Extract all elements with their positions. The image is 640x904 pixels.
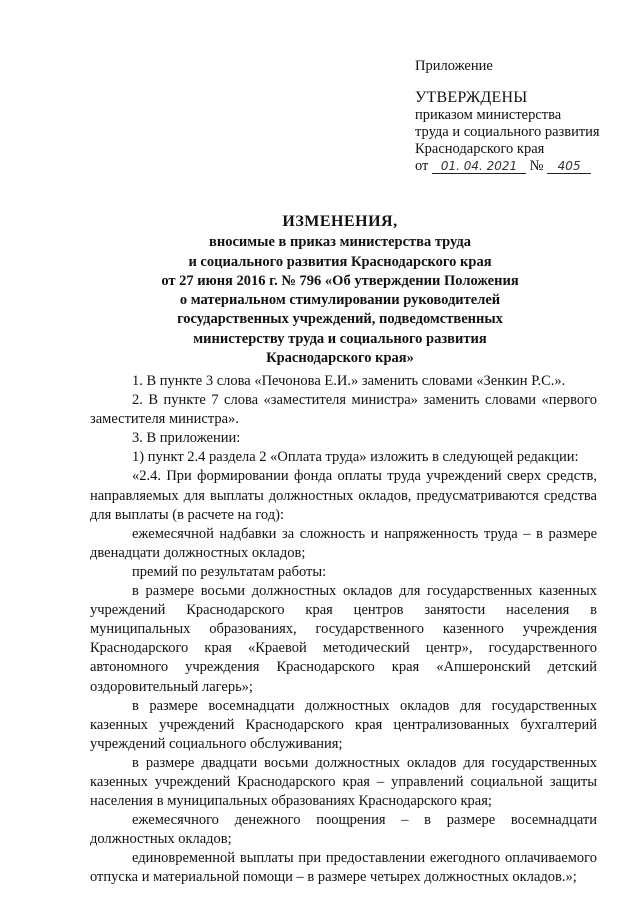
body-paragraph: в размере восемнадцати должностных окладов для государственных казенных учреждений Краснодарского края централизованных бухгалтерий учреждений социального обслуживания; [90,697,597,752]
body-paragraph: ежемесячной надбавки за сложность и напряженность труда – в размере двенадцати должностных окладов; [90,525,597,561]
appendix-label: Приложение [415,58,493,74]
body-paragraph: 3. В приложении: [132,430,241,447]
from-label: от [415,158,429,174]
body-paragraph: «2.4. При формировании фонда оплаты труда учреждений сверх средств, направляемых для выплаты должностных окладов, предусматриваются средства для выплаты (в расчете на год): [90,468,597,523]
body-paragraph: 1. В пункте 3 слова «Печонова Е.И.» заменить словами «Зенкин Р.С.». [132,373,566,389]
heading-line: государственных учреждений, подведомственных [177,311,503,328]
body-paragraph: единовременной выплаты при предоставлении ежегодного оплачиваемого отпуска и материальной помощи – в размере четырех должностных окладов.»; [90,850,597,886]
heading-title: ИЗМЕНЕНИЯ, [282,213,398,230]
handwritten-date: 01. 04. 2021 [432,159,526,174]
heading-line: и социального развития Краснодарского края [188,253,492,270]
heading-line: о материальном стимулировании руководителей [179,292,501,309]
approval-line-1: приказом министерства [415,107,562,123]
approval-line-2: труда и социального развития [415,124,600,140]
date-number-line [415,158,600,175]
heading-line: министерству труда и социального развития [193,330,487,347]
handwritten-number: 405 [547,159,591,174]
body-paragraph: 2. В пункте 7 слова «заместителя министра» заменить словами «первого заместителя министра». [90,392,597,428]
body-paragraph: в размере восьми должностных окладов для государственных казенных учреждений Краснодарского края центров занятости населения в муниципальных образованиях, государственного казенного учреждения Краснодарского края «Краевой методический центр», государственного автономного учреждения Краснодарского края «Апшеронский детский оздоровительный лагерь»; [90,583,597,695]
document-heading [80,212,600,368]
approval-block [415,58,600,175]
heading-line: вносимые в приказ министерства труда [209,234,471,251]
heading-line: Краснодарского края» [266,350,414,367]
body-paragraph: премий по результатам работы: [132,563,327,580]
number-label: № [529,158,544,174]
approved-label: УТВЕРЖДЕНЫ [415,89,528,106]
body-paragraph: в размере двадцати восьми должностных окладов для государственных казенных учреждений Краснодарского края – управлений социальной защиты населения в муниципальных образованиях Краснодарского края; [90,754,597,810]
document-body [90,372,597,888]
approval-line-3: Краснодарского края [415,141,545,157]
heading-line: от 27 июня 2016 г. № 796 «Об утверждении Положения [161,272,519,289]
body-paragraph: 1) пункт 2.4 раздела 2 «Оплата труда» изложить в следующей редакции: [132,449,579,466]
body-paragraph: ежемесячного денежного поощрения – в размере восемнадцати должностных окладов; [90,812,597,848]
